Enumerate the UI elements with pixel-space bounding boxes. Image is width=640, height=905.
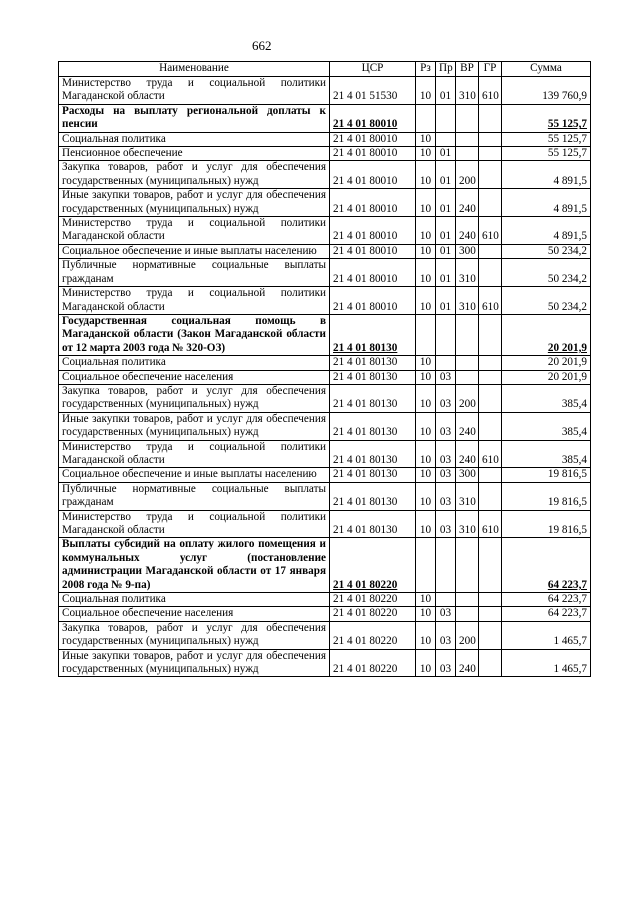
cell-pr: 03 — [436, 482, 456, 510]
cell-pr: 01 — [436, 77, 456, 105]
cell-vr: 200 — [456, 621, 479, 649]
cell-pr: 03 — [436, 384, 456, 412]
cell-name: Министерство труда и социальной политики Магаданской области — [59, 440, 330, 468]
cell-pr: 01 — [436, 287, 456, 315]
cell-rz — [416, 104, 436, 132]
cell-vr: 310 — [456, 259, 479, 287]
cell-sum: 385,4 — [502, 440, 591, 468]
cell-gr — [479, 189, 502, 217]
cell-rz: 10 — [416, 356, 436, 370]
cell-csr: 21 4 01 80220 — [330, 538, 416, 593]
table-row — [59, 412, 591, 440]
table-row — [59, 649, 591, 677]
cell-csr: 21 4 01 80130 — [330, 370, 416, 384]
cell-gr — [479, 607, 502, 621]
cell-csr: 21 4 01 80220 — [330, 593, 416, 607]
table-row — [59, 132, 591, 146]
cell-csr: 21 4 01 80220 — [330, 621, 416, 649]
table-row — [59, 621, 591, 649]
page-number: 662 — [252, 38, 272, 53]
header-csr: ЦСР — [330, 62, 416, 77]
cell-gr — [479, 314, 502, 355]
cell-gr — [479, 244, 502, 258]
table-row — [59, 314, 591, 355]
table-row — [59, 538, 591, 593]
budget-table — [58, 61, 591, 677]
cell-name: Закупка товаров, работ и услуг для обеспечения государственных (муниципальных) нужд — [59, 621, 330, 649]
cell-rz: 10 — [416, 649, 436, 677]
cell-name: Министерство труда и социальной политики Магаданской области — [59, 217, 330, 245]
cell-csr: 21 4 01 80130 — [330, 314, 416, 355]
cell-csr: 21 4 01 80130 — [330, 440, 416, 468]
table-row — [59, 510, 591, 538]
cell-vr: 240 — [456, 217, 479, 245]
cell-pr — [436, 538, 456, 593]
cell-pr: 03 — [436, 440, 456, 468]
header-name: Наименование — [59, 62, 330, 77]
table-row — [59, 468, 591, 482]
cell-gr — [479, 482, 502, 510]
cell-pr: 03 — [436, 510, 456, 538]
cell-gr: 610 — [479, 77, 502, 105]
cell-vr: 310 — [456, 77, 479, 105]
cell-rz: 10 — [416, 510, 436, 538]
cell-vr — [456, 607, 479, 621]
cell-name: Государственная социальная помощь в Магаданской области (Закон Магаданской области от 12 марта 2003 года № 320-ОЗ) — [59, 314, 330, 355]
cell-sum: 55 125,7 — [502, 132, 591, 146]
cell-pr: 03 — [436, 649, 456, 677]
cell-csr: 21 4 01 80010 — [330, 147, 416, 161]
cell-vr — [456, 593, 479, 607]
table-row — [59, 356, 591, 370]
cell-vr — [456, 356, 479, 370]
cell-name: Закупка товаров, работ и услуг для обеспечения государственных (муниципальных) нужд — [59, 384, 330, 412]
table-row — [59, 77, 591, 105]
cell-gr — [479, 468, 502, 482]
cell-csr: 21 4 01 80220 — [330, 649, 416, 677]
cell-csr: 21 4 01 80130 — [330, 356, 416, 370]
cell-pr: 01 — [436, 244, 456, 258]
cell-rz: 10 — [416, 621, 436, 649]
cell-pr: 03 — [436, 370, 456, 384]
cell-csr: 21 4 01 80130 — [330, 412, 416, 440]
cell-sum: 20 201,9 — [502, 314, 591, 355]
cell-name: Министерство труда и социальной политики Магаданской области — [59, 287, 330, 315]
cell-gr — [479, 356, 502, 370]
header-gr: ГР — [479, 62, 502, 77]
table-row — [59, 287, 591, 315]
cell-name: Социальное обеспечение населения — [59, 370, 330, 384]
cell-sum: 139 760,9 — [502, 77, 591, 105]
cell-rz: 10 — [416, 217, 436, 245]
cell-csr: 21 4 01 80010 — [330, 132, 416, 146]
cell-sum: 4 891,5 — [502, 217, 591, 245]
cell-gr — [479, 538, 502, 593]
cell-pr: 01 — [436, 217, 456, 245]
cell-sum: 50 234,2 — [502, 244, 591, 258]
cell-name: Иные закупки товаров, работ и услуг для обеспечения государственных (муниципальных) нужд — [59, 649, 330, 677]
header-vr: ВР — [456, 62, 479, 77]
cell-csr: 21 4 01 80130 — [330, 510, 416, 538]
table-row — [59, 370, 591, 384]
cell-gr: 610 — [479, 287, 502, 315]
cell-sum: 1 465,7 — [502, 649, 591, 677]
cell-sum: 1 465,7 — [502, 621, 591, 649]
cell-gr — [479, 161, 502, 189]
cell-csr: 21 4 01 80220 — [330, 607, 416, 621]
cell-csr: 21 4 01 80010 — [330, 104, 416, 132]
table-row — [59, 217, 591, 245]
cell-sum: 4 891,5 — [502, 189, 591, 217]
cell-name: Социальная политика — [59, 132, 330, 146]
cell-rz — [416, 538, 436, 593]
cell-rz: 10 — [416, 147, 436, 161]
cell-gr — [479, 147, 502, 161]
cell-name: Иные закупки товаров, работ и услуг для обеспечения государственных (муниципальных) нужд — [59, 412, 330, 440]
cell-sum: 19 816,5 — [502, 510, 591, 538]
cell-pr — [436, 132, 456, 146]
cell-name: Социальное обеспечение и иные выплаты населению — [59, 244, 330, 258]
cell-csr: 21 4 01 80130 — [330, 482, 416, 510]
cell-sum: 19 816,5 — [502, 482, 591, 510]
cell-vr — [456, 538, 479, 593]
cell-sum: 64 223,7 — [502, 593, 591, 607]
cell-rz: 10 — [416, 244, 436, 258]
cell-pr: 01 — [436, 147, 456, 161]
cell-rz: 10 — [416, 482, 436, 510]
cell-pr — [436, 356, 456, 370]
cell-rz: 10 — [416, 189, 436, 217]
cell-pr: 03 — [436, 468, 456, 482]
header-sum: Сумма — [502, 62, 591, 77]
cell-sum: 4 891,5 — [502, 161, 591, 189]
cell-gr — [479, 621, 502, 649]
cell-name: Пенсионное обеспечение — [59, 147, 330, 161]
cell-pr: 03 — [436, 412, 456, 440]
table-row — [59, 259, 591, 287]
cell-sum: 20 201,9 — [502, 356, 591, 370]
cell-csr: 21 4 01 51530 — [330, 77, 416, 105]
table-header-row — [59, 62, 591, 77]
cell-vr: 300 — [456, 244, 479, 258]
table-row — [59, 607, 591, 621]
cell-vr: 300 — [456, 468, 479, 482]
cell-gr: 610 — [479, 217, 502, 245]
cell-rz: 10 — [416, 259, 436, 287]
cell-gr — [479, 649, 502, 677]
cell-pr — [436, 593, 456, 607]
cell-csr: 21 4 01 80130 — [330, 384, 416, 412]
cell-csr: 21 4 01 80010 — [330, 259, 416, 287]
cell-gr — [479, 259, 502, 287]
cell-gr — [479, 370, 502, 384]
cell-rz: 10 — [416, 593, 436, 607]
cell-name: Социальное обеспечение населения — [59, 607, 330, 621]
cell-vr — [456, 104, 479, 132]
cell-pr — [436, 314, 456, 355]
cell-sum: 50 234,2 — [502, 287, 591, 315]
cell-gr: 610 — [479, 510, 502, 538]
cell-rz: 10 — [416, 287, 436, 315]
cell-gr — [479, 412, 502, 440]
cell-vr — [456, 314, 479, 355]
cell-name: Выплаты субсидий на оплату жилого помещения и коммунальных услуг (постановление администрации Магаданской области от 17 января 2008 года № 9-па) — [59, 538, 330, 593]
cell-csr: 21 4 01 80010 — [330, 217, 416, 245]
cell-name: Министерство труда и социальной политики Магаданской области — [59, 77, 330, 105]
cell-rz: 10 — [416, 161, 436, 189]
table-row — [59, 161, 591, 189]
cell-sum: 50 234,2 — [502, 259, 591, 287]
cell-sum: 55 125,7 — [502, 147, 591, 161]
cell-pr — [436, 104, 456, 132]
header-pr: Пр — [436, 62, 456, 77]
table-row — [59, 593, 591, 607]
cell-vr: 310 — [456, 287, 479, 315]
cell-rz — [416, 314, 436, 355]
cell-name: Социальная политика — [59, 593, 330, 607]
cell-sum: 55 125,7 — [502, 104, 591, 132]
cell-gr — [479, 593, 502, 607]
cell-rz: 10 — [416, 132, 436, 146]
cell-gr — [479, 104, 502, 132]
table-row — [59, 147, 591, 161]
cell-sum: 385,4 — [502, 384, 591, 412]
cell-rz: 10 — [416, 412, 436, 440]
cell-name: Публичные нормативные социальные выплаты гражданам — [59, 259, 330, 287]
cell-name: Министерство труда и социальной политики Магаданской области — [59, 510, 330, 538]
cell-vr — [456, 132, 479, 146]
cell-sum: 20 201,9 — [502, 370, 591, 384]
cell-rz: 10 — [416, 607, 436, 621]
cell-csr: 21 4 01 80130 — [330, 468, 416, 482]
cell-csr: 21 4 01 80010 — [330, 161, 416, 189]
cell-pr: 03 — [436, 621, 456, 649]
cell-sum: 385,4 — [502, 412, 591, 440]
cell-name: Расходы на выплату региональной доплаты к пенсии — [59, 104, 330, 132]
table-row — [59, 189, 591, 217]
cell-csr: 21 4 01 80010 — [330, 244, 416, 258]
table-body — [59, 77, 591, 677]
cell-rz: 10 — [416, 440, 436, 468]
cell-gr — [479, 132, 502, 146]
table-row — [59, 384, 591, 412]
cell-sum: 19 816,5 — [502, 468, 591, 482]
cell-gr: 610 — [479, 440, 502, 468]
cell-vr: 200 — [456, 161, 479, 189]
cell-vr: 310 — [456, 482, 479, 510]
cell-vr — [456, 370, 479, 384]
cell-rz: 10 — [416, 384, 436, 412]
cell-vr: 200 — [456, 384, 479, 412]
cell-csr: 21 4 01 80010 — [330, 189, 416, 217]
header-rz: Рз — [416, 62, 436, 77]
cell-gr — [479, 384, 502, 412]
cell-sum: 64 223,7 — [502, 538, 591, 593]
table-row — [59, 482, 591, 510]
cell-name: Социальное обеспечение и иные выплаты населению — [59, 468, 330, 482]
cell-pr: 01 — [436, 161, 456, 189]
table-row — [59, 104, 591, 132]
cell-vr: 240 — [456, 440, 479, 468]
cell-name: Иные закупки товаров, работ и услуг для обеспечения государственных (муниципальных) нужд — [59, 189, 330, 217]
table-row — [59, 244, 591, 258]
cell-pr: 03 — [436, 607, 456, 621]
table-row — [59, 440, 591, 468]
cell-rz: 10 — [416, 370, 436, 384]
cell-rz: 10 — [416, 468, 436, 482]
cell-vr: 240 — [456, 189, 479, 217]
cell-pr: 01 — [436, 189, 456, 217]
cell-name: Публичные нормативные социальные выплаты гражданам — [59, 482, 330, 510]
cell-vr: 240 — [456, 412, 479, 440]
cell-vr: 310 — [456, 510, 479, 538]
cell-vr: 240 — [456, 649, 479, 677]
cell-csr: 21 4 01 80010 — [330, 287, 416, 315]
cell-pr: 01 — [436, 259, 456, 287]
cell-vr — [456, 147, 479, 161]
cell-name: Закупка товаров, работ и услуг для обеспечения государственных (муниципальных) нужд — [59, 161, 330, 189]
cell-sum: 64 223,7 — [502, 607, 591, 621]
cell-rz: 10 — [416, 77, 436, 105]
cell-name: Социальная политика — [59, 356, 330, 370]
